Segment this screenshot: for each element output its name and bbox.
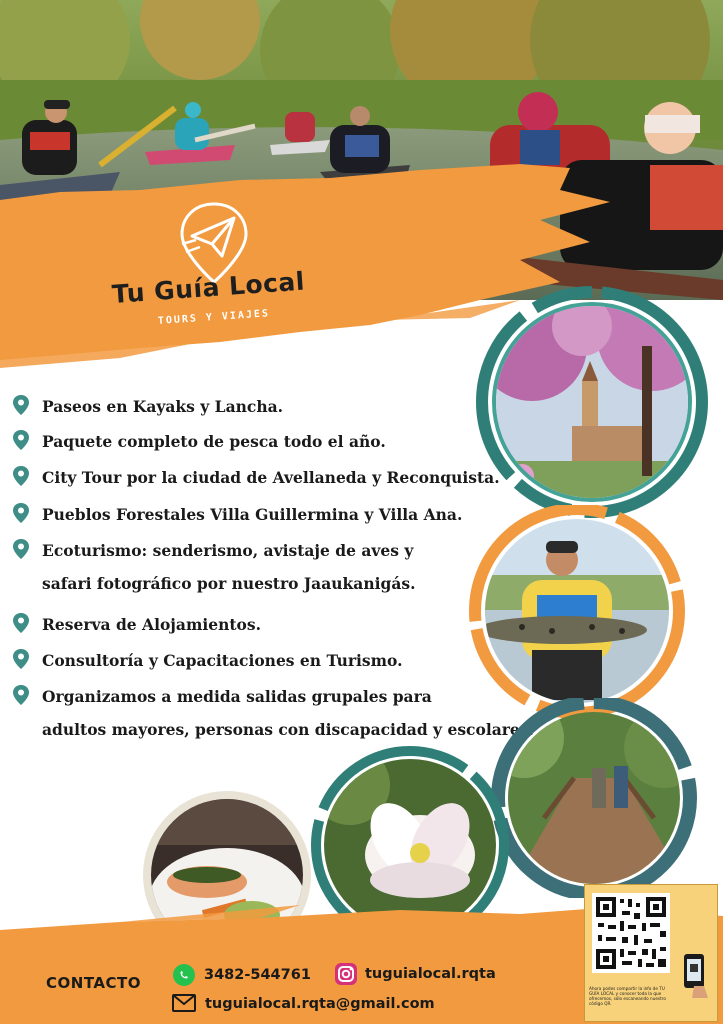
brand-subtitle: TOURS Y VIAJES [157,308,271,327]
instagram-icon [334,962,358,986]
trail-photo-frame [484,698,706,898]
whatsapp-icon [172,963,196,987]
service-label: Ecoturismo: senderismo, avistaje de aves y [42,541,414,560]
location-pin-icon [12,684,30,706]
service-city-tour [12,463,500,493]
service-label: City Tour por la ciudad de Avellaneda y Reconquista. [42,468,500,487]
contact-label: CONTACTO [46,974,141,992]
service-label-line2: adultos mayores, personas con discapacidad y escolares. [42,720,534,739]
location-pin-icon [12,538,30,560]
qr-code[interactable] [592,893,670,973]
service-pueblos [12,500,462,530]
instagram-handle[interactable]: tuguialocal.rqta [365,966,496,982]
location-pin-icon [12,502,30,524]
service-ecoturismo [12,536,415,599]
service-label: Consultoría y Capacitaciones en Turismo. [42,651,403,670]
location-pin-icon [12,429,30,451]
location-pin-icon [12,394,30,416]
location-pin-icon [12,612,30,634]
service-label: Reserva de Alojamientos. [42,615,261,634]
service-label: Organizamos a medida salidas grupales para [42,687,432,706]
mail-icon [172,994,196,1012]
phone-scan-icon [680,950,710,1000]
brand-title: Tu Guía Local [110,266,306,309]
phone-number[interactable]: 3482-544761 [204,967,311,983]
service-label: Paquete completo de pesca todo el año. [42,432,386,451]
email-address[interactable]: tuguialocal.rqta@gmail.com [205,996,435,1012]
fisherman-photo-frame [462,505,692,720]
service-label-line2: safari fotográfico por nuestro Jaaukanigás. [42,574,416,593]
service-consultoria [12,646,402,676]
service-alojamientos [12,610,261,640]
service-kayaks [12,392,283,422]
service-grupales [12,682,534,745]
church-photo-frame [462,286,712,518]
service-label: Pueblos Forestales Villa Guillermina y Villa Ana. [42,505,463,524]
location-pin-icon [12,648,30,670]
qr-caption: Ahora podes compartir la info de TU GUÍA LOCAL y conocer toda la que ofrecemos, sólo escaneando nuestro código QR. [589,986,666,1006]
location-pin-icon [12,465,30,487]
service-pesca [12,427,386,457]
service-label: Paseos en Kayaks y Lancha. [42,397,284,416]
